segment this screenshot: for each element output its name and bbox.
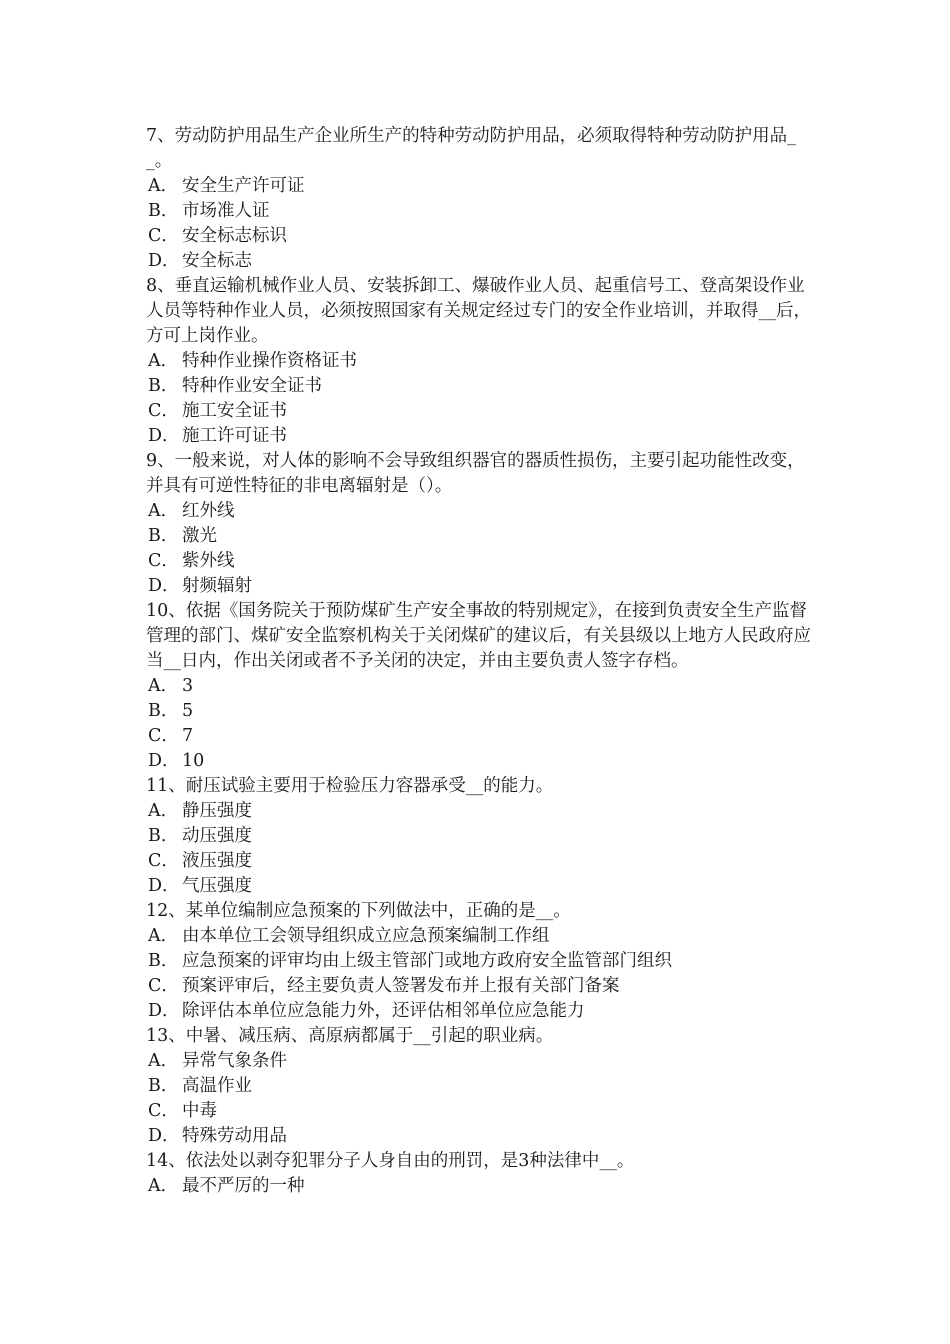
question-list [146, 124, 821, 1199]
option-text: 特种作业操作资格证书 [182, 351, 357, 371]
option-text: 动压强度 [182, 826, 252, 846]
option-text: 预案评审后，经主要负责人签署发布并上报有关部门备案 [182, 976, 620, 996]
answer-option [146, 874, 821, 899]
option-letter: A． [148, 801, 179, 821]
answer-option [146, 424, 821, 449]
answer-option [146, 374, 821, 399]
answer-option [146, 499, 821, 524]
option-letter: C． [148, 851, 179, 871]
answer-option [146, 849, 821, 874]
option-text: 激光 [182, 526, 217, 546]
option-text: 液压强度 [182, 851, 252, 871]
answer-option [146, 699, 821, 724]
option-text: 安全标志 [182, 251, 252, 271]
option-letter: D． [148, 876, 180, 896]
option-letter: B． [148, 526, 179, 546]
option-letter: D． [148, 426, 180, 446]
option-text: 安全标志标识 [182, 226, 287, 246]
question-stem: 11、耐压试验主要用于检验压力容器承受__的能力。 [146, 776, 554, 796]
option-letter: A． [148, 351, 179, 371]
answer-option [146, 724, 821, 749]
answer-option [146, 824, 821, 849]
answer-option [146, 249, 821, 274]
option-letter: D． [148, 1126, 180, 1146]
option-letter: D． [148, 1001, 180, 1021]
answer-option [146, 174, 821, 199]
option-letter: D． [148, 251, 180, 271]
answer-option [146, 1049, 821, 1074]
option-letter: A． [148, 1051, 179, 1071]
option-text: 最不严厉的一种 [182, 1176, 305, 1196]
answer-option [146, 949, 821, 974]
option-letter: B． [148, 1076, 179, 1096]
option-text: 异常气象条件 [182, 1051, 287, 1071]
question-stem: 14、依法处以剥夺犯罪分子人身自由的刑罚，是3种法律中__。 [146, 1151, 635, 1171]
option-letter: A． [148, 676, 179, 696]
option-letter: B． [148, 376, 179, 396]
question-stem: 9、一般来说，对人体的影响不会导致组织器官的器质性损伤，主要引起功能性改变，并具有可逆性特征的非电离辐射是（）。 [146, 451, 805, 496]
option-text: 5 [182, 701, 194, 721]
answer-option [146, 349, 821, 374]
option-text: 3 [182, 676, 194, 696]
option-text: 特殊劳动用品 [182, 1126, 287, 1146]
option-letter: D． [148, 751, 180, 771]
answer-option [146, 674, 821, 699]
option-letter: A． [148, 501, 179, 521]
option-letter: A． [148, 176, 179, 196]
option-text: 施工许可证书 [182, 426, 287, 446]
option-letter: C． [148, 551, 179, 571]
option-text: 射频辐射 [182, 576, 252, 596]
question-stem: 8、垂直运输机械作业人员、安装拆卸工、爆破作业人员、起重信号工、登高架设作业人员等特种作业人员，必须按照国家有关规定经过专门的安全作业培训，并取得__后，方可上岗作业。 [146, 276, 811, 346]
option-letter: B． [148, 701, 179, 721]
option-text: 紫外线 [182, 551, 235, 571]
answer-option [146, 924, 821, 949]
answer-option [146, 1174, 821, 1199]
option-text: 静压强度 [182, 801, 252, 821]
question-stem: 12、某单位编制应急预案的下列做法中，正确的是__。 [146, 901, 571, 921]
answer-option [146, 574, 821, 599]
option-text: 10 [182, 751, 205, 771]
answer-option [146, 974, 821, 999]
option-letter: B． [148, 826, 179, 846]
option-text: 市场准人证 [182, 201, 270, 221]
option-text: 施工安全证书 [182, 401, 287, 421]
option-text: 7 [182, 726, 194, 746]
option-text: 应急预案的评审均由上级主管部门或地方政府安全监管部门组织 [182, 951, 672, 971]
option-letter: C． [148, 976, 179, 996]
answer-option [146, 1124, 821, 1149]
answer-option [146, 749, 821, 774]
question-stem: 10、依据《国务院关于预防煤矿生产安全事故的特别规定》，在接到负责安全生产监督管理的部门、煤矿安全监察机构关于关闭煤矿的建议后，有关县级以上地方人民政府应当__日内，作出关闭或者不予关闭的决定，并由主要负责人签字存档。 [146, 601, 811, 671]
option-letter: C． [148, 226, 179, 246]
option-letter: C． [148, 401, 179, 421]
answer-option [146, 224, 821, 249]
option-letter: A． [148, 926, 179, 946]
answer-option [146, 549, 821, 574]
answer-option [146, 524, 821, 549]
option-text: 特种作业安全证书 [182, 376, 322, 396]
option-letter: A． [148, 1176, 179, 1196]
answer-option [146, 799, 821, 824]
option-text: 由本单位工会领导组织成立应急预案编制工作组 [182, 926, 550, 946]
option-letter: B． [148, 951, 179, 971]
option-letter: C． [148, 1101, 179, 1121]
option-text: 高温作业 [182, 1076, 252, 1096]
question-stem: 7、劳动防护用品生产企业所生产的特种劳动防护用品，必须取得特种劳动防护用品__。 [146, 126, 796, 171]
answer-option [146, 999, 821, 1024]
option-text: 安全生产许可证 [182, 176, 305, 196]
option-text: 红外线 [182, 501, 235, 521]
option-letter: C． [148, 726, 179, 746]
question-stem: 13、中暑、减压病、高原病都属于__引起的职业病。 [146, 1026, 554, 1046]
option-text: 气压强度 [182, 876, 252, 896]
option-text: 除评估本单位应急能力外，还评估相邻单位应急能力 [182, 1001, 585, 1021]
answer-option [146, 1074, 821, 1099]
answer-option [146, 1099, 821, 1124]
option-letter: D． [148, 576, 180, 596]
answer-option [146, 399, 821, 424]
answer-option [146, 199, 821, 224]
option-letter: B． [148, 201, 179, 221]
option-text: 中毒 [182, 1101, 217, 1121]
